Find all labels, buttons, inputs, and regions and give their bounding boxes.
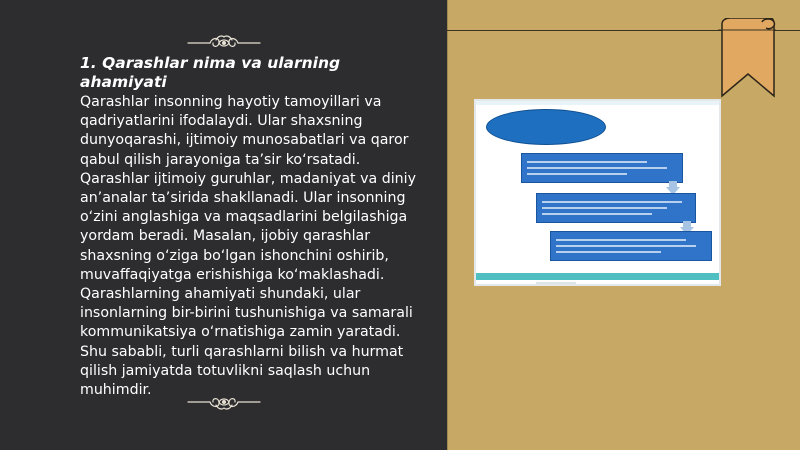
panel-divider <box>447 0 448 450</box>
flowchart-box <box>521 153 683 183</box>
flowchart-image <box>474 99 721 286</box>
flourish-divider-icon <box>186 393 262 411</box>
flourish-divider-icon <box>186 34 262 52</box>
flowchart-ellipse <box>486 109 606 145</box>
slide-body-text: Qarashlar insonning hayotiy tamoyillari va qadriyatlarini ifodalaydi. Ular shaxsning dunyoqarashi, ijtimoiy munosabatlari va qaror qabul qilish jarayoniga ta’sir ko‘rsatadi. Qarashlar ijtimoiy guruhlar, madaniyat va diniy an’analar ta’sirida shakllanadi. Ular insonning o‘zini anglashiga va maqsadlarini belgilashiga yordam beradi. Masalan, ijobiy qarashlar shaxsning o‘ziga bo‘lgan ishonchini oshirib, muvaffaqiyatga erishishiga ko‘maklashadi. Qarashlarning ahamiyati shundaki, ular insonlarning bir-birini tushunishiga va samarali kommunikatsiya o‘rnatishiga zamin yaratadi. Shu sababli, turli qarashlarni bilish va hurmat qilish jamiyatda totuvlikni saqlash uchun muhimdir. <box>80 94 416 399</box>
bookmark-ribbon-icon <box>718 18 776 98</box>
slide-title: 1. Qarashlar nima va ularning ahamiyati <box>80 54 341 91</box>
figure-bottom-bar <box>476 273 719 280</box>
flowchart-box <box>550 231 712 261</box>
figure-top-strip <box>476 101 719 105</box>
figure-caption <box>536 282 576 284</box>
flowchart-box <box>536 193 696 223</box>
